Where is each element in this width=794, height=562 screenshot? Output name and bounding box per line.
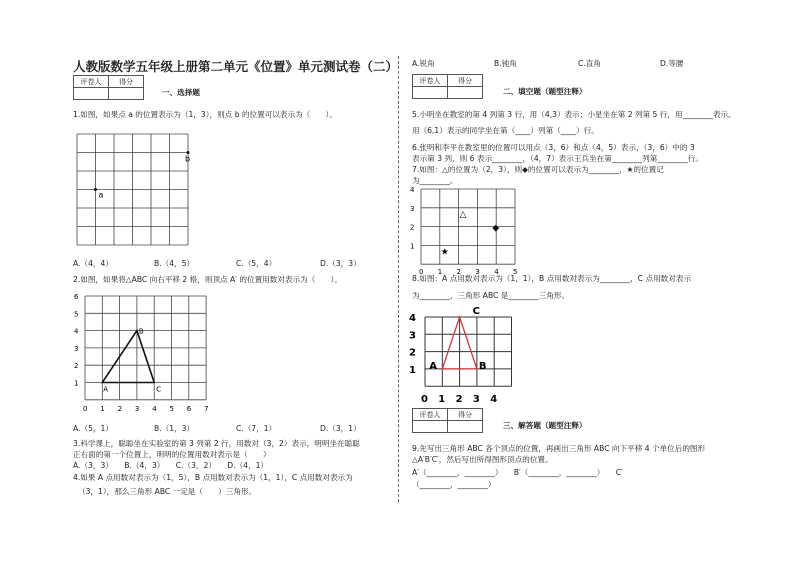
score-label: 得分 xyxy=(448,75,483,87)
section-heading-1: 一、选择题 xyxy=(162,88,200,97)
x-tick-label: 5 xyxy=(513,268,518,277)
q7-line-1: 7.如图：△的位置为（2，3），则◆的位置可以表示为________，★的位置记 xyxy=(412,165,664,174)
x-tick-label: 3 xyxy=(472,394,480,404)
section-heading-2: 二、填空题（题型注释） xyxy=(503,87,587,96)
q8-line-1: 8.如图：A 点用数对表示为（1，1），B 点用数对表示为________，C 点用数对表示 xyxy=(412,274,692,283)
q2-text: 2.如图，如果将△ABC 向右平移 2 格，则顶点 A′ 的位置用数对表示为（ ）。 xyxy=(73,275,342,284)
y-tick-label: 3 xyxy=(74,344,79,353)
label-c: C xyxy=(156,385,162,394)
q6-line-2: 表示第 3 列，则 6 表示________，（4，7）表示王兵坐在第________列第________行。 xyxy=(412,154,703,163)
score-table-3 xyxy=(412,408,483,433)
right-option-c[interactable]: C.直角 xyxy=(578,59,601,68)
q2-option-c[interactable]: C.（7，1） xyxy=(236,424,277,433)
diamond-icon: ◆ xyxy=(492,223,500,234)
right-option-d[interactable]: D.等腰 xyxy=(660,59,684,68)
q5-line-2: 用（6,1）表示的同学坐在第（____）列第（____）行。 xyxy=(412,126,599,135)
x-tick-label: 1 xyxy=(437,268,443,277)
score-label: 得分 xyxy=(448,409,483,421)
x-tick-label: 3 xyxy=(134,404,140,413)
x-tick-label: 4 xyxy=(490,394,498,404)
q9-line-1: 9.先写出三角形 ABC 各个顶点的位置，再画出三角形 ABC 向下平移 4 个单位后的图形 xyxy=(412,444,706,453)
x-tick-label: 6 xyxy=(186,404,192,413)
score-label: 得分 xyxy=(109,76,144,88)
right-option-b[interactable]: B.钝角 xyxy=(494,59,517,68)
label-a: A xyxy=(429,360,438,372)
label-a: A xyxy=(103,385,109,394)
q2-option-a[interactable]: A.（5，1） xyxy=(73,424,113,433)
point-b-label: b xyxy=(185,154,191,164)
x-tick-label: 3 xyxy=(475,268,480,277)
x-tick-label: 0 xyxy=(421,394,428,404)
q3-line-2: 正右面的第一个位置上，明明的位置用数对表示是（ ） xyxy=(73,450,271,459)
y-tick-label: 2 xyxy=(410,223,415,232)
y-tick-label: 6 xyxy=(74,293,79,301)
q5-line-1: 5.小明坐在教室的第 4 列第 3 行，用（4,3）表示；小星坐在第 2 列第 5 行，用________表示。 xyxy=(412,110,736,119)
q1-option-a[interactable]: A.（4，4） xyxy=(73,259,113,268)
star-icon: ★ xyxy=(440,247,449,258)
y-tick-label: 4 xyxy=(409,313,416,324)
x-tick-label: 2 xyxy=(456,268,462,277)
q2-option-d[interactable]: D.（3，1） xyxy=(320,424,361,433)
score-cell[interactable] xyxy=(448,87,483,99)
q8-line-2: 为________，三角形 ABC 是________三角形。 xyxy=(412,291,570,300)
y-tick-label: 2 xyxy=(74,362,79,371)
q1-grid xyxy=(76,133,196,253)
x-tick-label: 4 xyxy=(152,404,157,413)
q4-line-2: （3，1），那么三角形 ABC 一定是（ ）三角形。 xyxy=(78,487,257,496)
q9-line-4: （________，________） xyxy=(412,480,496,489)
q4-line-1: 4.如果 A 点用数对表示为（1，5），B 点用数对表示为（1，1），C 点用数对表示为 xyxy=(73,473,353,482)
q7-grid xyxy=(408,185,518,280)
reviewer-label: 评卷人 xyxy=(413,409,448,421)
x-tick-label: 4 xyxy=(494,268,499,277)
q1-option-c[interactable]: C.（5，4） xyxy=(236,259,277,268)
reviewer-label: 评卷人 xyxy=(413,75,448,87)
score-table-2 xyxy=(412,74,483,99)
q9-line-2: △A′B′C′，然后写出所得图形顶点的位置。 xyxy=(412,455,553,464)
q6-line-1: 6.张明和李平在教室里的位置可以用点（3，6）和点（4，5）表示，（3，6）中的 3 xyxy=(412,143,695,152)
right-option-a[interactable]: A.锐角 xyxy=(412,59,435,68)
reviewer-cell[interactable] xyxy=(413,87,448,99)
y-tick-label: 1 xyxy=(409,364,416,376)
x-tick-label: 2 xyxy=(455,394,463,404)
x-tick-label: 7 xyxy=(204,404,209,413)
q1-option-b[interactable]: B.（4，5） xyxy=(154,259,195,268)
y-tick-label: 2 xyxy=(409,347,416,359)
y-tick-label: 4 xyxy=(74,327,79,336)
y-tick-label: 5 xyxy=(74,310,79,319)
y-tick-label: 1 xyxy=(410,242,415,251)
x-tick-label: 1 xyxy=(438,394,446,404)
x-tick-label: 1 xyxy=(100,404,105,413)
score-cell[interactable] xyxy=(448,421,483,433)
q3-line-1: 3.科学课上，聪聪坐在实验室的第 3 列第 2 行，用数对（3，2）表示，明明坐在聪聪 xyxy=(73,439,360,448)
reviewer-cell[interactable] xyxy=(413,421,448,433)
triangle-abc xyxy=(102,331,154,383)
reviewer-cell[interactable] xyxy=(74,88,109,100)
x-tick-label: 0 xyxy=(419,268,424,277)
y-tick-label: 3 xyxy=(410,204,415,213)
x-tick-label: 5 xyxy=(169,404,174,413)
reviewer-label: 评卷人 xyxy=(74,76,109,88)
score-table-1 xyxy=(73,75,144,100)
q8-grid xyxy=(406,304,516,404)
q9-line-3: A′（________，________） B′（________，________） C′ xyxy=(412,468,623,477)
y-tick-label: 3 xyxy=(409,330,416,342)
column-divider xyxy=(398,56,399,502)
q7-line-2: 为________。 xyxy=(412,176,458,185)
point-a xyxy=(94,188,97,191)
y-tick-label: 1 xyxy=(74,379,79,388)
q1-text: 1.如图，如果点 a 的位置表示为（1，3），则点 b 的位置可以表示为（ ）。 xyxy=(73,110,337,119)
q3-options[interactable]: A.（3，3） B.（4，3） C.（3，2） D.（4，1） xyxy=(73,461,269,470)
point-a-label: a xyxy=(98,190,104,200)
q1-option-d[interactable]: D.（3，3） xyxy=(320,259,361,268)
page-title: 人教版数学五年级上册第二单元《位置》单元测试卷（二） xyxy=(73,59,399,74)
y-tick-label: 4 xyxy=(410,186,415,194)
section-heading-3: 三、解答题（题型注释） xyxy=(503,421,587,430)
label-c: C xyxy=(472,306,480,317)
q2-grid xyxy=(73,290,213,420)
score-cell[interactable] xyxy=(109,88,144,100)
x-tick-label: 2 xyxy=(117,404,123,413)
triangle-icon: △ xyxy=(459,209,467,220)
x-tick-label: 0 xyxy=(83,404,88,413)
label-b: B xyxy=(138,327,144,336)
label-b: B xyxy=(478,360,487,372)
q2-option-b[interactable]: B.（1，3） xyxy=(154,424,195,433)
